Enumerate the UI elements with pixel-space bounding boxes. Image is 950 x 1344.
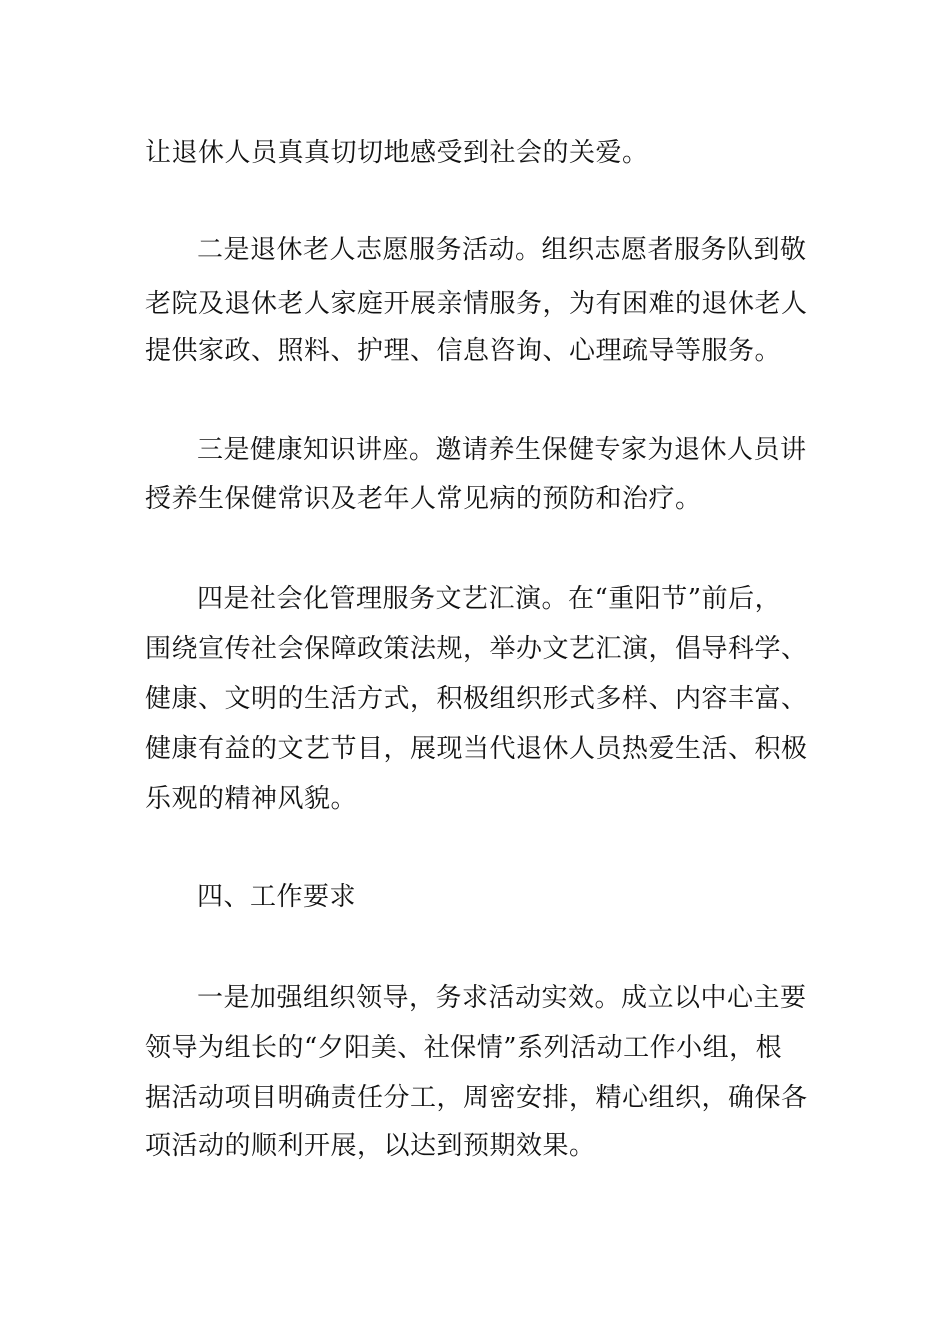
text-line: 健康有益的文艺节目，展现当代退休人员热爱生活、积极 (145, 734, 808, 764)
text-line: 授养生保健常识及老年人常见病的预防和治疗。 (145, 484, 702, 514)
text-line: 项活动的顺利开展，以达到预期效果。 (145, 1131, 596, 1161)
text-line: 乐观的精神风貌。 (145, 784, 358, 814)
text-line: 领导为组长的“夕阳美、社保情”系列活动工作小组，根 (145, 1033, 783, 1063)
text-line: 让退休人员真真切切地感受到社会的关爱。 (145, 138, 649, 168)
section-heading: 四、工作要求 (197, 882, 357, 912)
text-line: 老院及退休老人家庭开展亲情服务，为有困难的退休老人 (145, 289, 808, 319)
text-line: 健康、文明的生活方式，积极组织形式多样、内容丰富、 (145, 684, 808, 714)
text-line: 据活动项目明确责任分工，周密安排，精心组织，确保各 (145, 1083, 808, 1113)
text-line: 二是退休老人志愿服务活动。组织志愿者服务队到敬 (197, 235, 807, 265)
text-line: 三是健康知识讲座。邀请养生保健专家为退休人员讲 (197, 435, 807, 465)
text-line: 四是社会化管理服务文艺汇演。在“重阳节”前后， (197, 584, 782, 614)
text-line: 提供家政、照料、护理、信息咨询、心理疏导等服务。 (145, 336, 782, 366)
text-line: 一是加强组织领导，务求活动实效。成立以中心主要 (197, 983, 807, 1013)
text-line: 围绕宣传社会保障政策法规，举办文艺汇演，倡导科学、 (145, 634, 808, 664)
